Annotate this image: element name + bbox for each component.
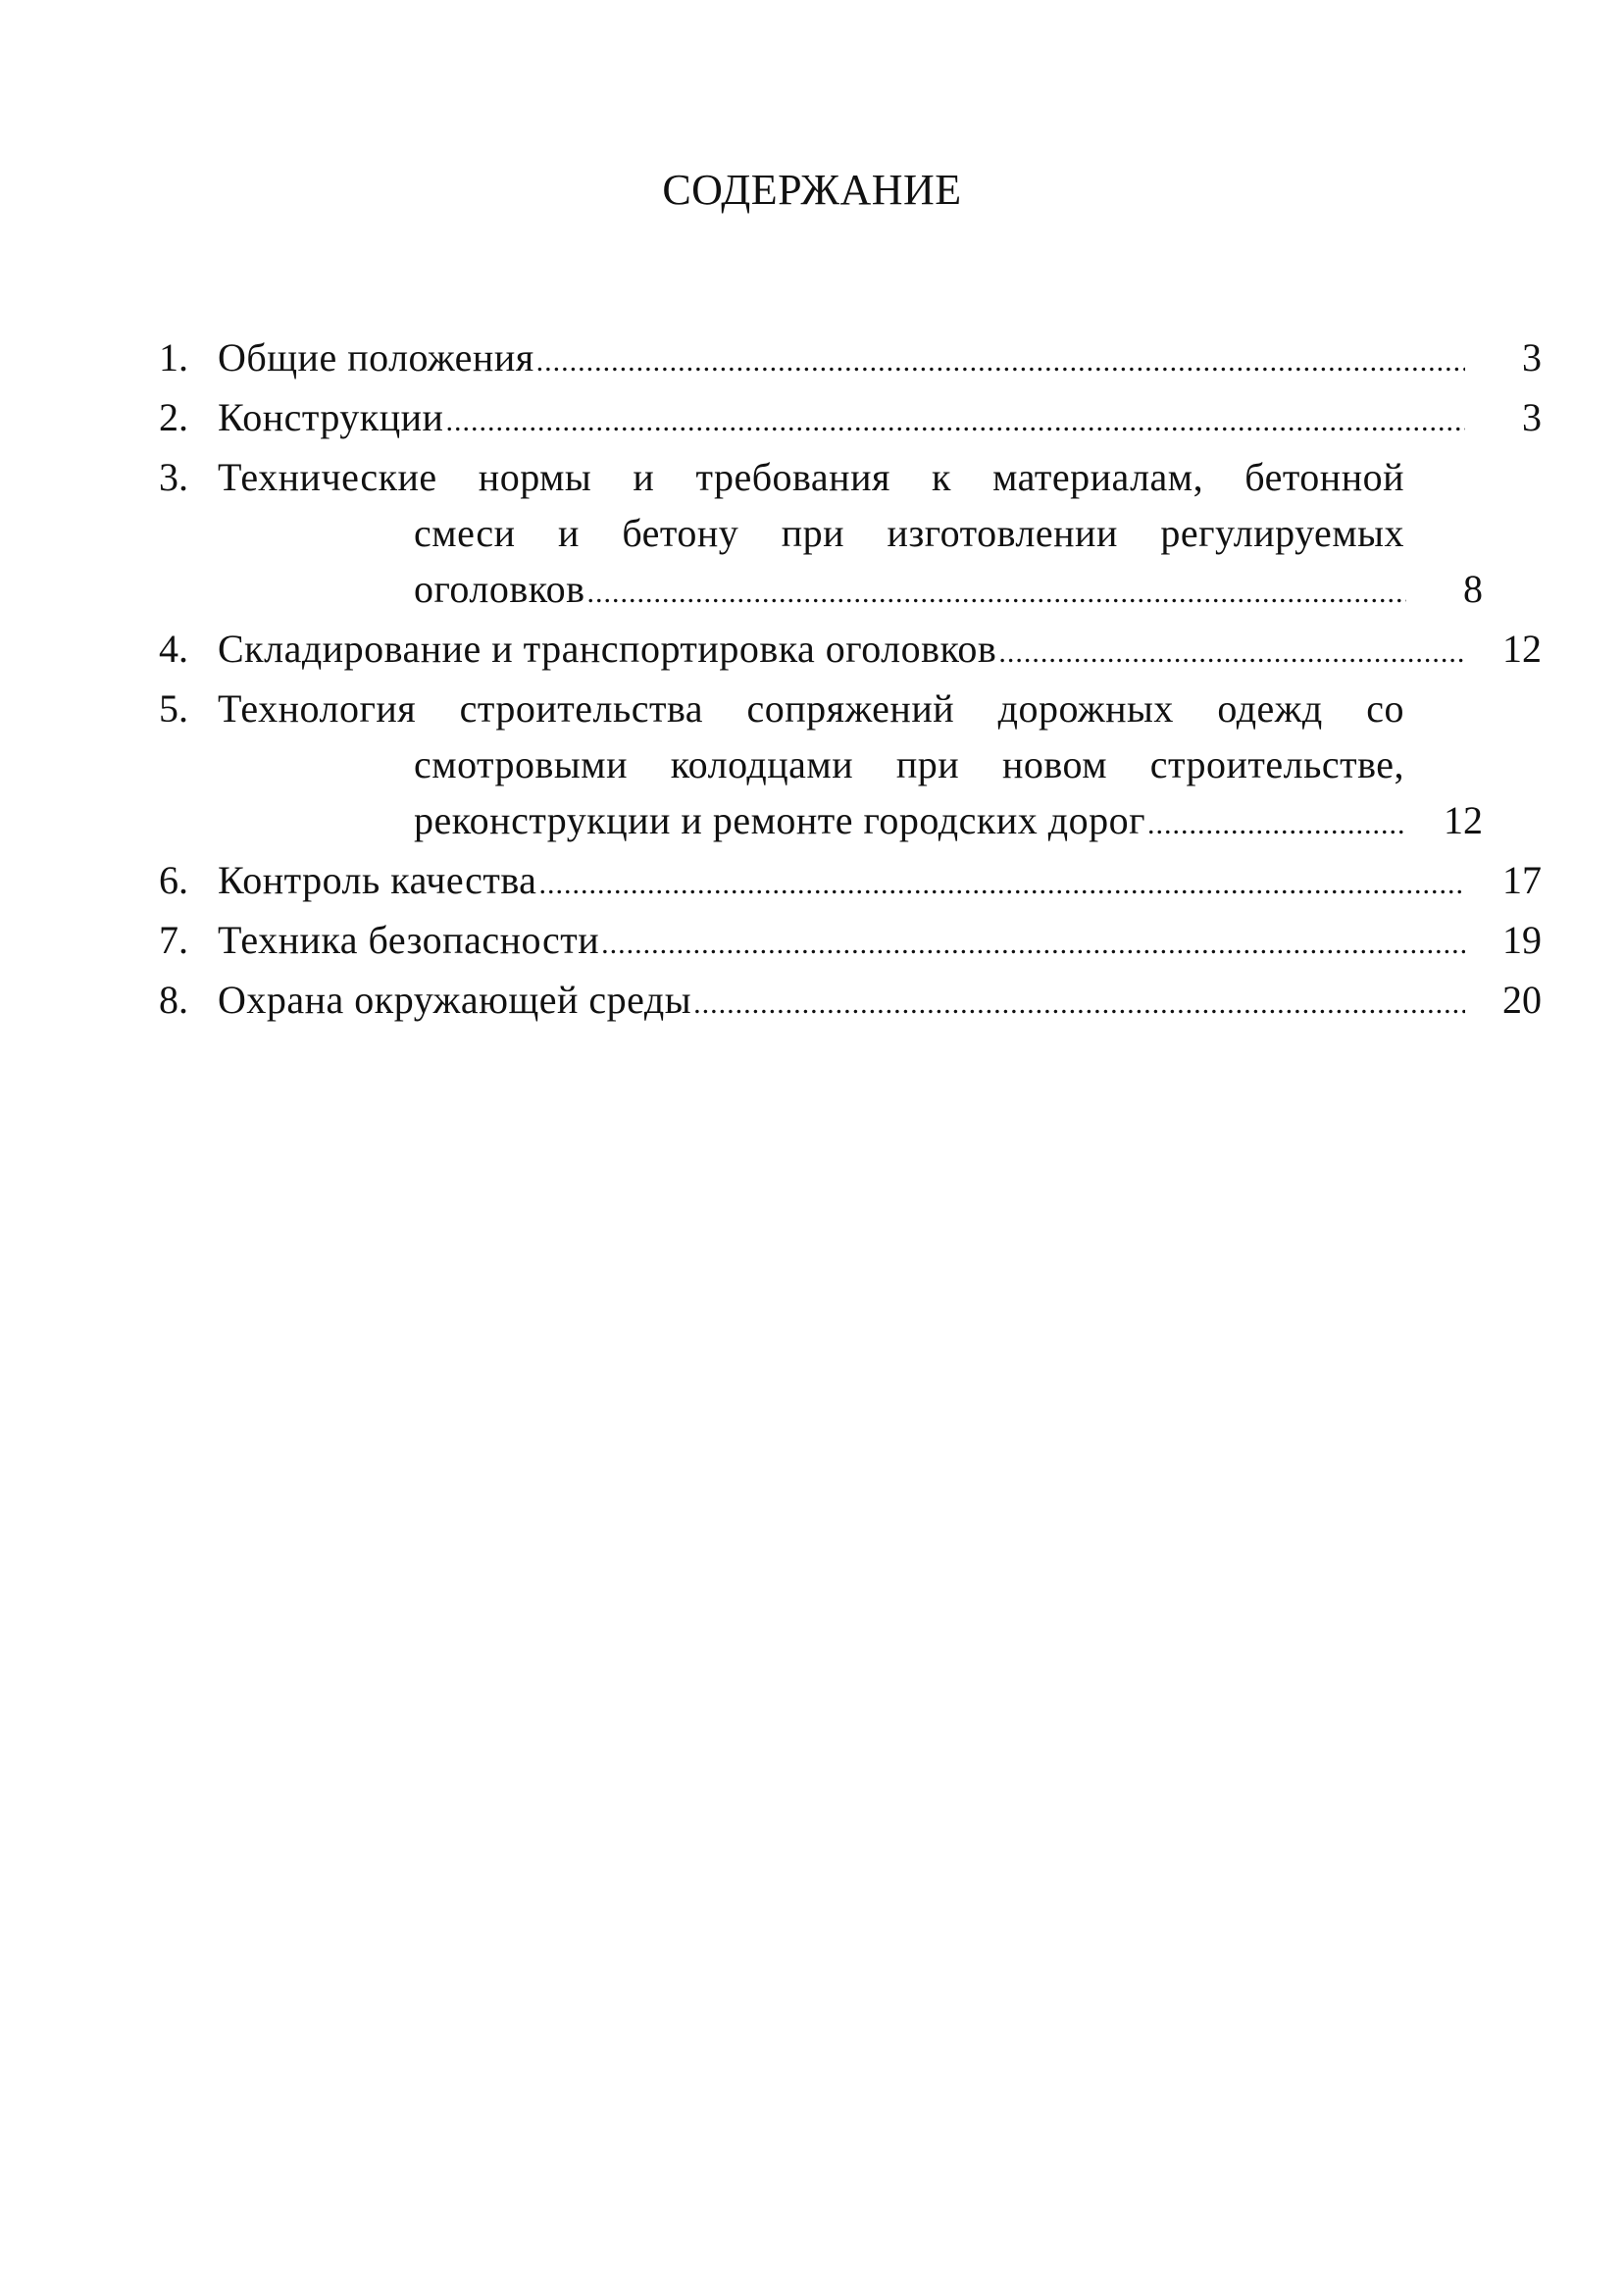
dot-leader: [445, 393, 1465, 449]
toc-entry-title: Контроль качества: [218, 858, 537, 902]
page-title: СОДЕРЖАНИЕ: [662, 166, 962, 214]
toc-entry-2[interactable]: [159, 389, 1542, 449]
toc-entry-page: 19: [1502, 918, 1542, 962]
toc-entry-number: 5.: [159, 686, 188, 731]
toc-entry-page: 12: [1502, 627, 1542, 671]
toc-entry-title-line: смеси и бетону при изготовлении регулируемых: [414, 511, 1404, 555]
toc-entry-title-line: реконструкции и ремонте городских дорог: [414, 798, 1145, 842]
dot-leader: [587, 565, 1406, 621]
toc-entry-number: 7.: [159, 918, 188, 962]
toc-entry-7[interactable]: [159, 912, 1542, 972]
toc-entry-title-line: оголовков: [414, 567, 585, 611]
dot-leader: [693, 976, 1465, 1032]
toc-entry-page: 8: [1463, 567, 1483, 611]
table-of-contents: [159, 329, 1542, 1032]
toc-entry-page: 20: [1502, 978, 1542, 1022]
toc-entry-6[interactable]: [159, 852, 1542, 912]
toc-entry-number: 8.: [159, 978, 188, 1022]
toc-entry-4[interactable]: [159, 621, 1542, 681]
toc-entry-page: 3: [1522, 395, 1542, 439]
toc-entry-title: Складирование и транспортировка оголовков: [218, 627, 997, 671]
dot-leader: [601, 916, 1465, 972]
toc-entry-number: 3.: [159, 455, 188, 499]
toc-entry-title: Общие положения: [218, 335, 534, 379]
dot-leader: [536, 333, 1465, 389]
toc-entry-8[interactable]: [159, 972, 1542, 1032]
toc-entry-title-line: Технические нормы и требования к материалам, бетонной: [218, 455, 1404, 499]
toc-entry-title-line: Технология строительства сопряжений дорожных одежд со: [218, 686, 1404, 731]
toc-entry-5[interactable]: [159, 681, 1483, 852]
toc-entry-number: 4.: [159, 627, 188, 671]
toc-entry-number: 6.: [159, 858, 188, 902]
toc-entry-3[interactable]: [159, 449, 1483, 621]
toc-entry-number: 2.: [159, 395, 188, 439]
dot-leader: [538, 856, 1465, 912]
toc-entry-page: 17: [1502, 858, 1542, 902]
toc-entry-page: 12: [1444, 798, 1483, 842]
toc-entry-title-line: смотровыми колодцами при новом строительстве,: [414, 742, 1404, 786]
toc-entry-title: Техника безопасности: [218, 918, 600, 962]
toc-entry-1[interactable]: [159, 329, 1542, 389]
toc-entry-page: 3: [1522, 335, 1542, 379]
toc-entry-number: 1.: [159, 335, 188, 379]
dot-leader: [1147, 796, 1406, 852]
toc-entry-title: Охрана окружающей среды: [218, 978, 692, 1022]
toc-entry-title: Конструкции: [218, 395, 444, 439]
dot-leader: [998, 625, 1465, 681]
